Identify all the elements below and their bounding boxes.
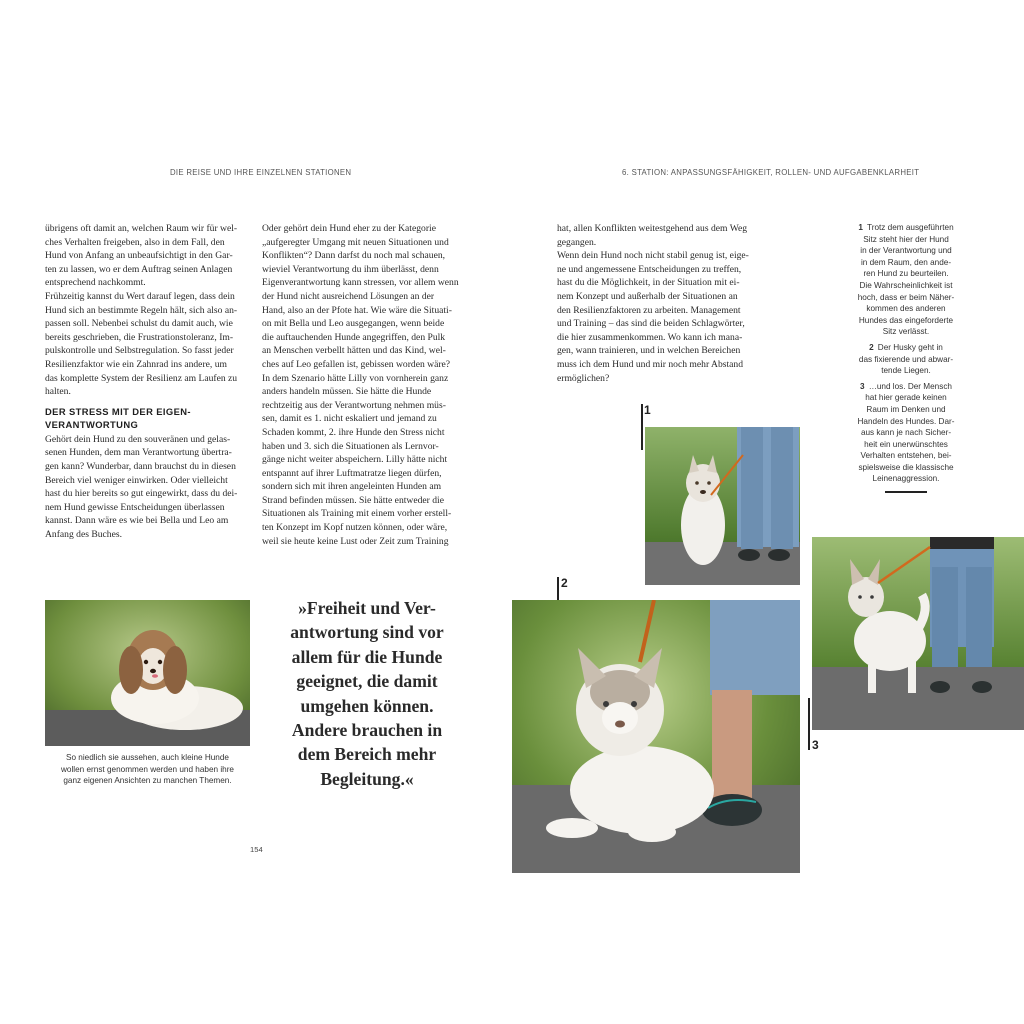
body-text-line: an Menschen verbellt hätten und das Kind, wel- [262, 345, 446, 357]
caption-2 [850, 342, 962, 377]
quote-line: allem für die Hunde [291, 646, 443, 667]
marker-rule [808, 698, 810, 750]
quote-line: geeignet, die damit [296, 671, 438, 692]
caption-line: Handeln des Hundes. Dar- [857, 416, 955, 426]
quote-line: umgehen können. [300, 695, 434, 716]
caption-line: ren Hund zu beurteilen. [863, 269, 949, 279]
right-column-1 [557, 222, 772, 385]
caption-text: Der Husky geht in [877, 342, 943, 352]
pull-quote [272, 596, 462, 791]
caption-line: Verhalten entstehen, bei- [860, 451, 952, 461]
body-text-line: hast du die Möglichkeit, in der Situation mit ei- [557, 277, 740, 289]
caption-line: Sitz verlässt. [882, 327, 930, 337]
caption-number: 1 [858, 223, 863, 232]
body-text-line: gen kann? Wunderbar, dann brauchst du in diesen [45, 460, 236, 472]
photo-small-dog [45, 600, 250, 746]
left-column-2 [262, 222, 472, 548]
caption-number: 3 [860, 381, 865, 391]
running-head-left: DIE REISE UND IHRE EINZELNEN STATIONEN [170, 168, 352, 177]
body-text-line: weil sie heute keine Lust oder Zeit zum Training [262, 535, 449, 547]
body-text-line: Konflikten“? Dann darfst du noch mal schauen, [262, 250, 446, 262]
caption-line: in dem Raum, den ande- [860, 257, 952, 267]
photo-marker-3: 3 [812, 738, 819, 752]
body-text-line: halten. [45, 386, 71, 398]
photo-captions [850, 222, 962, 493]
quote-line: Andere brauchen in [291, 720, 443, 741]
caption-line [850, 222, 962, 234]
body-text-line: on mit Bella und Leo ausgegangen, wenn beide [262, 318, 445, 330]
body-text-line: sen, damit es 1. nicht eskaliert und jemand zu [262, 413, 437, 425]
photo-marker-1: 1 [644, 403, 651, 417]
paragraph-group [262, 222, 472, 548]
section-heading [45, 405, 255, 431]
paragraph-group [557, 222, 772, 385]
caption-1 [850, 222, 962, 338]
body-text-line: die auftauchenden Hunde angegriffen, den Pulk [262, 331, 446, 343]
left-column-1 [45, 222, 255, 541]
photo-marker-2: 2 [561, 576, 568, 590]
caption-line [850, 342, 962, 354]
paragraph-group [45, 433, 255, 542]
body-text-line: hat, allen Konflikten weitestgehend aus dem Weg [557, 223, 748, 234]
body-text-line: übrigens oft damit an, welchen Raum wir für wel- [45, 223, 238, 234]
caption-line: Sitz steht hier der Hund [863, 234, 949, 244]
caption-line: kommen des anderen [866, 304, 946, 314]
body-text-line: nem Konzept und außerhalb der Situationen an [557, 290, 738, 302]
body-text-line: Anfang des Buches. [45, 528, 122, 540]
quote-line: Begleitung.« [320, 768, 414, 789]
body-text-line: Schaden kommt, 2. ihre Hunde den Stress nicht [262, 426, 445, 438]
quote-line: dem Bereich mehr [297, 744, 437, 765]
caption-number: 2 [869, 342, 874, 352]
body-text-line: Hund sich an bestimmte Regeln hält, sich also an- [45, 304, 238, 316]
caption-end-rule [885, 491, 927, 493]
body-text-line: gänge nicht weiter abspeichern. Lilly hätte nicht [262, 454, 448, 466]
body-text-line: den Resilienzfaktoren zu arbeiten. Management [557, 304, 741, 316]
section-heading-line: DER STRESS MIT DER EIGEN- [45, 405, 191, 417]
caption-line: wollen ernst genommen werden und haben ihre [61, 764, 234, 774]
body-text-line: Wenn dein Hund noch nicht stabil genug ist, eige- [557, 250, 749, 262]
body-text-line: Frühzeitig kannst du Wert darauf legen, dass dein [45, 290, 235, 302]
caption-line: spielsweise die klassische [858, 462, 954, 472]
page-number: 154 [250, 845, 263, 854]
caption-line: ganz eigenen Ansichten zu manchen Themen. [63, 776, 232, 786]
photo-caption [45, 752, 250, 787]
body-text-line: Gehört dein Hund zu den souveränen und gelas- [45, 433, 231, 445]
body-text-line: In dem Szenario hätte Lilly von vornherein ganz [262, 372, 449, 384]
body-text-line: gegangen. [557, 236, 597, 248]
body-text-line: senen Hunden, dem man Verantwortung übertra- [45, 447, 232, 459]
caption-line: in der Verantwortung und [860, 246, 952, 256]
section-heading-line: VERANTWORTUNG [45, 418, 139, 430]
body-text-line: entspannt auf ihrer Luftmatratze liegen dürfen, [262, 467, 442, 479]
caption-line: hoch, dass er beim Näher- [857, 292, 955, 302]
body-text-line: entsprechend nachkommt. [45, 277, 146, 289]
body-text-line: kannst. Dann wäre es wie bei Bella und Leo am [45, 515, 229, 527]
caption-line: heit ein unerwünschtes [864, 439, 948, 449]
body-text-line: das komplette System der Resilienz am Laufen zu [45, 372, 238, 384]
body-text-line: ches Verhalten freigeben, also in dem Fall, den [45, 236, 225, 248]
quote-line: »Freiheit und Ver- [298, 598, 436, 618]
body-text-line: und Training – das sind die beiden Schlagwörter, [557, 318, 745, 330]
body-text-line: die hier zusammenkommen. Wo kann ich mana- [557, 331, 743, 343]
body-text-line: ten zu lassen, wo er dem Auftrag seinen Anlagen [45, 263, 233, 275]
body-text-line: wieviel Verantwortung du ihm überlässt, denn [262, 263, 439, 275]
body-text-line: Hund von Anfang an unbeaufsichtigt in den Gar- [45, 250, 233, 262]
body-text-line: sondern sich mit ihren angeleinten Hunden am [262, 481, 442, 493]
paragraph-group [45, 222, 255, 399]
body-text-line: der Hund nicht ausreichend Lösungen an der [262, 290, 435, 302]
body-text-line: pulskontrolle und Selbstregulation. So fasst jeder [45, 345, 234, 357]
caption-line: hat hier gerade keinen [865, 393, 947, 403]
photo-husky-lying [512, 600, 800, 873]
caption-line: Die Wahrscheinlichkeit ist [859, 280, 953, 290]
caption-line: Raum im Denken und [866, 404, 946, 414]
caption-3 [850, 381, 962, 485]
body-text-line: ten Konzept im Kopf nutzen können, oder wäre, [262, 522, 448, 534]
body-text-line: „aufgeregter Umgang mit neuen Situationen und [262, 236, 449, 248]
body-text-line: haben und 3. sich die Situationen als Lernvor- [262, 440, 439, 452]
body-text-line: bereits geschrieben, die Frustrationstoleranz, Im- [45, 331, 234, 343]
body-text-line: Oder gehört dein Hund eher zu der Kategorie [262, 223, 436, 234]
body-text-line: nem Hund gewisse Entscheidungen überlassen [45, 501, 225, 513]
body-text-line: Resilienzfaktor wie ein Zahnrad ins andere, um [45, 358, 227, 370]
caption-line [850, 381, 962, 393]
body-text-line: passen soll. Nebenbei schulst du damit auch, wie [45, 318, 233, 330]
caption-text: …und los. Der Mensch [868, 381, 952, 391]
body-text-line: hast du hier bereits so gut eingewirkt, dass du dei- [45, 488, 238, 500]
body-text-line: muss ich dem Hund und mir noch mehr Abstand [557, 358, 743, 370]
caption-line: das fixierende und abwar- [858, 354, 954, 364]
body-text-line: anders handeln müssen. Sie hätte die Hunde [262, 386, 432, 398]
body-text-line: rechtzeitig aus der Verantwortung nehmen müs- [262, 399, 446, 411]
caption-text: Trotz dem ausgeführten [867, 223, 954, 232]
caption-line: Hundes das eingeforderte [858, 315, 954, 325]
marker-rule [641, 404, 643, 450]
caption-line: aus kann je nach Sicher- [860, 428, 952, 438]
photo-husky-sitting [645, 427, 800, 585]
body-text-line: gen, wann trainieren, und in welchen Bereichen [557, 345, 741, 357]
running-head-right: 6. STATION: ANPASSUNGSFÄHIGKEIT, ROLLEN- UND AUFGABENKLARHEIT [622, 168, 920, 177]
caption-line: Leinenaggression. [872, 474, 940, 484]
body-text-line: Eigenverantwortung kann stressen, vor allem wenn [262, 277, 459, 289]
quote-line: antwortung sind vor [290, 622, 444, 643]
body-text-line: Situationen als Training mit einem vorher erstell- [262, 508, 452, 520]
caption-line: tende Liegen. [881, 366, 931, 376]
body-text-line: ches auf Leo gefallen ist, gebissen worden wäre? [262, 358, 451, 370]
body-text-line: ne und angemessene Entscheidungen zu treffen, [557, 263, 742, 275]
body-text-line: ermöglichen? [557, 372, 610, 384]
photo-husky-walking [812, 537, 1024, 730]
body-text-line: Hand, also an der Pfote hat. Wie wäre die Situati- [262, 304, 452, 316]
caption-line: So niedlich sie aussehen, auch kleine Hunde [66, 753, 229, 762]
body-text-line: Strand befinden müssen. Sie hätte entweder die [262, 494, 444, 506]
body-text-line: Bereich viel weniger einwirken. Oder vielleicht [45, 474, 228, 486]
